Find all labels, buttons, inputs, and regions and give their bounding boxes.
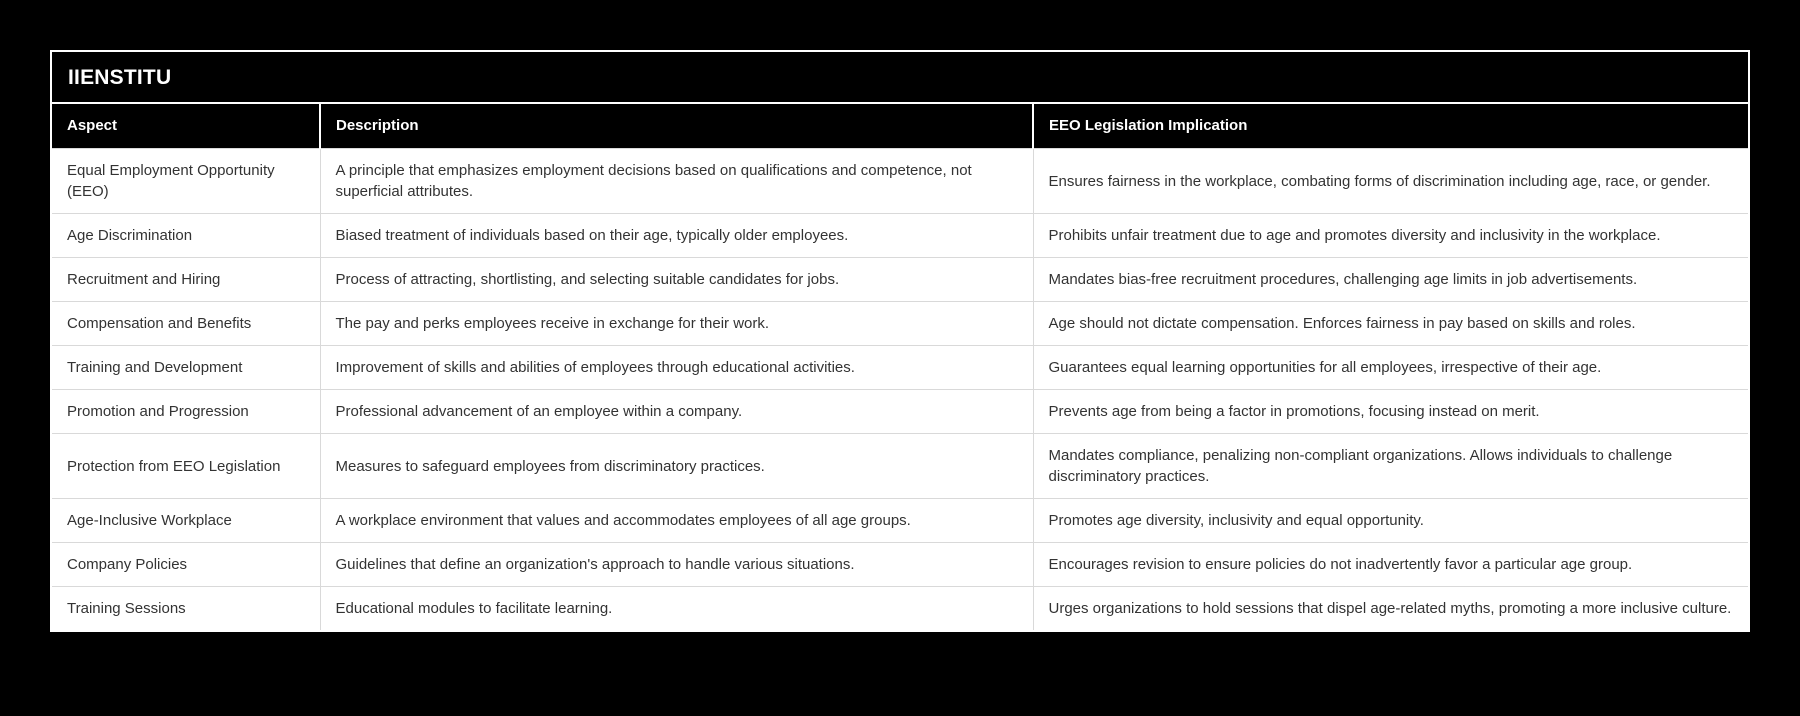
- cell-aspect: Training and Development: [52, 346, 320, 390]
- column-header-implication: EEO Legislation Implication: [1033, 104, 1748, 149]
- cell-description: Improvement of skills and abilities of employees through educational activities.: [320, 346, 1033, 390]
- cell-implication: Encourages revision to ensure policies do not inadvertently favor a particular age group.: [1033, 543, 1748, 587]
- cell-description: The pay and perks employees receive in exchange for their work.: [320, 302, 1033, 346]
- cell-implication: Urges organizations to hold sessions that dispel age-related myths, promoting a more inclusive culture.: [1033, 587, 1748, 631]
- cell-implication: Age should not dictate compensation. Enforces fairness in pay based on skills and roles.: [1033, 302, 1748, 346]
- cell-description: Biased treatment of individuals based on their age, typically older employees.: [320, 214, 1033, 258]
- table-row: [52, 258, 1748, 302]
- content-card: [50, 50, 1750, 632]
- cell-implication: Ensures fairness in the workplace, combating forms of discrimination including age, race, or gender.: [1033, 149, 1748, 214]
- table-row: [52, 543, 1748, 587]
- table-body: [52, 149, 1748, 631]
- table-row: [52, 149, 1748, 214]
- cell-aspect: Age Discrimination: [52, 214, 320, 258]
- cell-description: Guidelines that define an organization's approach to handle various situations.: [320, 543, 1033, 587]
- table-row: [52, 214, 1748, 258]
- cell-description: Measures to safeguard employees from discriminatory practices.: [320, 434, 1033, 499]
- table-row: [52, 587, 1748, 631]
- cell-implication: Guarantees equal learning opportunities for all employees, irrespective of their age.: [1033, 346, 1748, 390]
- cell-description: A workplace environment that values and accommodates employees of all age groups.: [320, 499, 1033, 543]
- cell-description: Professional advancement of an employee within a company.: [320, 390, 1033, 434]
- cell-aspect: Promotion and Progression: [52, 390, 320, 434]
- table-header-row: [52, 104, 1748, 149]
- table-row: [52, 346, 1748, 390]
- table-row: [52, 434, 1748, 499]
- brand-title: IIENSTITU: [52, 52, 1748, 104]
- table-row: [52, 390, 1748, 434]
- cell-aspect: Company Policies: [52, 543, 320, 587]
- cell-implication: Promotes age diversity, inclusivity and equal opportunity.: [1033, 499, 1748, 543]
- cell-implication: Mandates compliance, penalizing non-compliant organizations. Allows individuals to challenge discriminatory practices.: [1033, 434, 1748, 499]
- table-header: [52, 104, 1748, 149]
- cell-aspect: Protection from EEO Legislation: [52, 434, 320, 499]
- column-header-aspect: Aspect: [52, 104, 320, 149]
- cell-implication: Mandates bias-free recruitment procedures, challenging age limits in job advertisements.: [1033, 258, 1748, 302]
- cell-aspect: Recruitment and Hiring: [52, 258, 320, 302]
- cell-aspect: Training Sessions: [52, 587, 320, 631]
- cell-description: A principle that emphasizes employment decisions based on qualifications and competence, not superficial attributes.: [320, 149, 1033, 214]
- table-row: [52, 499, 1748, 543]
- cell-aspect: Equal Employment Opportunity (EEO): [52, 149, 320, 214]
- cell-aspect: Compensation and Benefits: [52, 302, 320, 346]
- table-row: [52, 302, 1748, 346]
- column-header-description: Description: [320, 104, 1033, 149]
- cell-description: Educational modules to facilitate learning.: [320, 587, 1033, 631]
- cell-aspect: Age-Inclusive Workplace: [52, 499, 320, 543]
- eeo-table: [52, 104, 1748, 630]
- cell-implication: Prohibits unfair treatment due to age and promotes diversity and inclusivity in the workplace.: [1033, 214, 1748, 258]
- cell-implication: Prevents age from being a factor in promotions, focusing instead on merit.: [1033, 390, 1748, 434]
- cell-description: Process of attracting, shortlisting, and selecting suitable candidates for jobs.: [320, 258, 1033, 302]
